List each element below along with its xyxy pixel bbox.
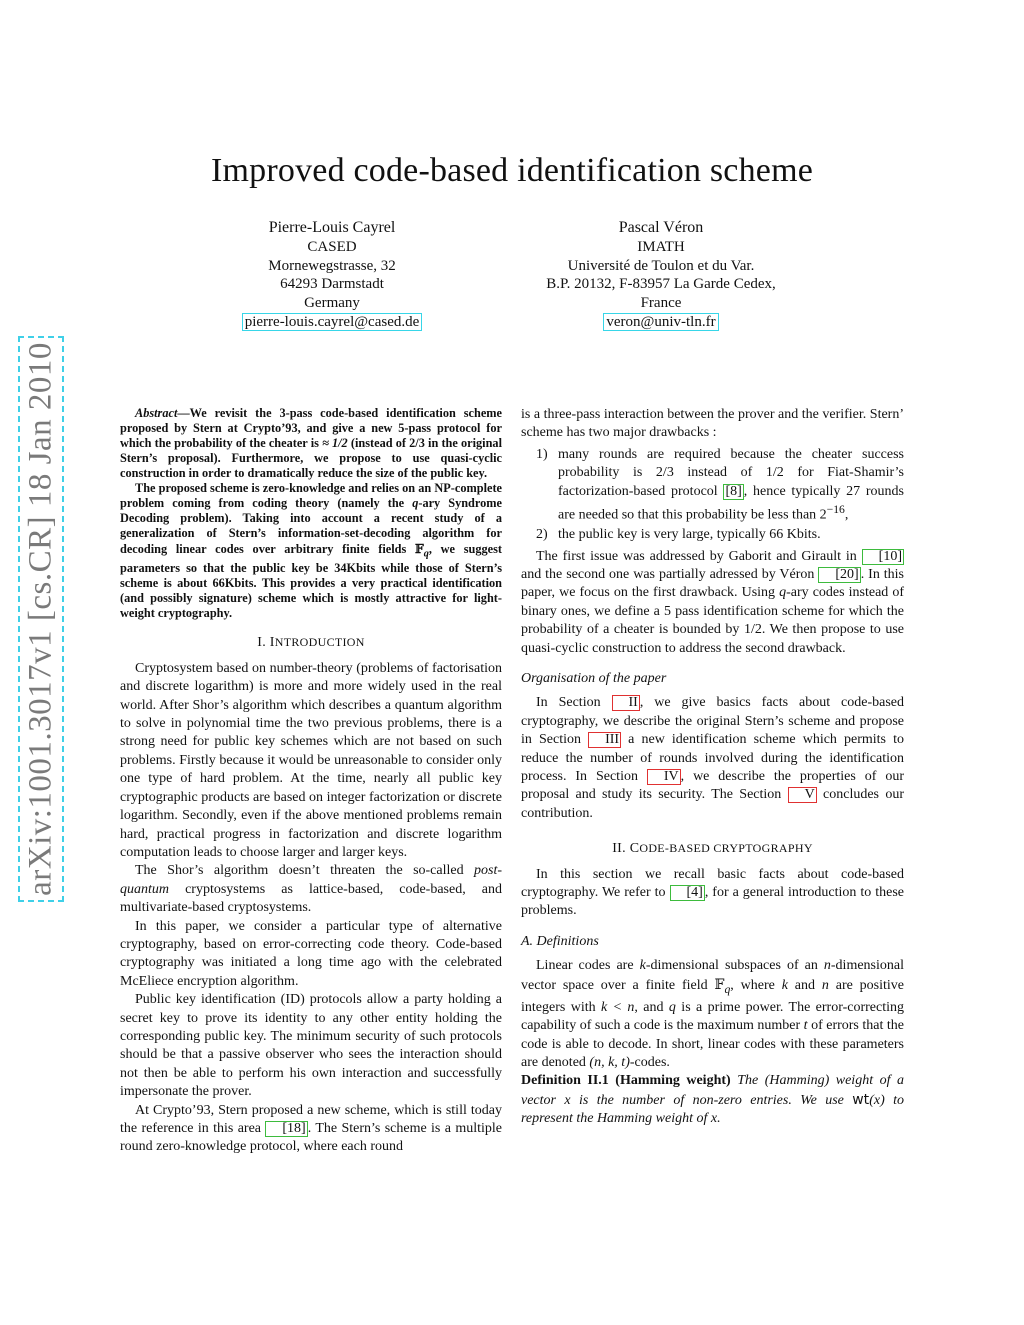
body-text: -codes. bbox=[629, 1055, 670, 1071]
body-text: In this section we recall basic facts about code-based cryptography. We refer to bbox=[521, 866, 904, 900]
math-inline: n bbox=[821, 977, 829, 993]
author-name: Pascal Véron bbox=[618, 219, 704, 236]
math-inline: k bbox=[639, 958, 646, 974]
author-email-link[interactable]: veron@univ-tln.fr bbox=[603, 313, 718, 331]
citation-link[interactable]: [20] bbox=[818, 567, 860, 583]
author-affiliation: IMATH bbox=[637, 239, 685, 255]
abstract-paragraph bbox=[120, 481, 502, 621]
math-inline: q bbox=[412, 496, 419, 510]
body-text: , for a general introduction to these problems. bbox=[521, 885, 904, 919]
definition-text: The (Hamming) weight of a vector bbox=[521, 1073, 904, 1108]
body-paragraph: Cryptosystem based on number-theory (problems of factorisation and discrete logarithm) is more and more widely used in the real world. After Shor’s algorithm which describes a quantum algorithm to solve in polynomial time the two previous problems, there is a strong need for public key schemes which are not based on such problems. Firstly because it would be unreasonable to consider only one type of hard problem. At the time, nearly all public key cryptographic products are based on integer factorization or discrete logarithm. Secondly, even if the above mentioned problems remain hard, practical progress in factorization and discrete logarithm computation leads to choose larger and larger keys. bbox=[120, 660, 502, 860]
arxiv-identifier: arXiv:1001.3017v1 [cs.CR] 18 Jan 2010 bbox=[22, 342, 59, 896]
right-column bbox=[521, 406, 904, 1129]
body-text: cryptosystems as lattice-based, code-based, and multivariate-based cryptosystems. bbox=[120, 881, 502, 916]
author-block-cayrel bbox=[226, 218, 438, 332]
body-text: -dimensional subspaces of an bbox=[645, 958, 824, 974]
body-paragraph: is a three-pass interaction between the prover and the verifier. Stern’ scheme has two major drawbacks : bbox=[521, 407, 904, 441]
body-text: concludes our contribution. bbox=[521, 787, 904, 821]
math-inline: x bbox=[564, 1092, 571, 1108]
definition-hamming-weight bbox=[521, 1072, 904, 1128]
section-ref-link[interactable]: V bbox=[788, 787, 817, 803]
abstract-text: , we suggest parameters so that the public key be 34Kbits while those of Stern’s scheme is about 66Kbits. This provides a very practical identification (and possibly signature) scheme which is mostly attractive for light-weight cryptography. bbox=[120, 542, 503, 621]
body-paragraph bbox=[120, 862, 502, 917]
list-text: , bbox=[844, 507, 849, 523]
author-address-line: Université de Toulon et du Var. bbox=[567, 257, 755, 274]
list-text: many rounds are required because the cheater success probability is 2/3 instead of 1/2 for Fiat-Shamir’s factorization-based protocol bbox=[558, 446, 904, 499]
list-text: the public key is very large, typically 66 Kbits. bbox=[558, 527, 821, 543]
body-text: In Section bbox=[536, 695, 612, 711]
definition-text: is the number of non-zero entries. We use bbox=[570, 1092, 853, 1108]
body-paragraph bbox=[120, 1102, 502, 1157]
math-subscript: q bbox=[724, 982, 731, 996]
math-inline: k bbox=[781, 977, 788, 993]
math-inline: (n, k, t) bbox=[589, 1055, 630, 1071]
section-title: NTRODUCTION bbox=[274, 635, 365, 650]
body-paragraph: Public key identification (ID) protocols allow a party holding a secret key to prove its identity to any other entity holding the corresponding public key. The minimum security of such protocols should be that a passive observer who sees the interaction should not then be able to perform his own interaction and successfully impersonate the prover. bbox=[120, 992, 502, 1100]
body-text: and bbox=[787, 977, 822, 993]
math-inline: t bbox=[803, 1018, 808, 1034]
body-paragraph bbox=[521, 548, 904, 658]
body-text: , where bbox=[730, 977, 782, 993]
math-inline: x bbox=[710, 1111, 718, 1127]
abstract-paragraph bbox=[120, 406, 502, 481]
author-affiliation: CASED bbox=[307, 239, 357, 255]
list-item bbox=[521, 446, 904, 525]
emphasis-text: post-quantum bbox=[120, 863, 502, 897]
body-paragraph bbox=[521, 866, 904, 921]
author-country: France bbox=[640, 294, 682, 311]
math-inline: n bbox=[823, 958, 831, 974]
author-address-line: Mornewegstrasse, 32 bbox=[268, 257, 396, 274]
definition-text: to represent the Hamming weight of bbox=[521, 1092, 905, 1127]
abstract-text: —We revisit the 3-pass code-based identification scheme proposed by Stern at Crypto’93, and give a new 5-pass protocol for which the probability of the cheater is bbox=[120, 406, 502, 450]
math-inline: 2 bbox=[819, 507, 827, 523]
section-ref-link[interactable]: II bbox=[612, 695, 640, 711]
author-country: Germany bbox=[304, 294, 360, 311]
abstract-text: -ary Syndrome Decoding problem). Taking into account a recent study of a generalization of Stern’s information-set-decoding algorithm for decoding linear codes over arbitrary finite fields bbox=[120, 496, 502, 556]
abstract-label: Abstract bbox=[135, 406, 178, 420]
definition-text: . bbox=[717, 1111, 721, 1127]
drawbacks-list bbox=[521, 446, 904, 545]
body-text: At Crypto’93, Stern proposed a new scheme, which is still today the reference in this area bbox=[120, 1102, 502, 1137]
body-text: Linear codes are bbox=[536, 958, 640, 974]
section-ref-link[interactable]: III bbox=[588, 732, 621, 748]
left-column bbox=[120, 406, 502, 1157]
body-text: a new identification scheme which permits to reduce the number of rounds involved during the identification process. In Section bbox=[521, 732, 904, 784]
section-number: II. C bbox=[612, 841, 640, 857]
citation-link[interactable]: [4] bbox=[670, 885, 705, 901]
section-number: I. I bbox=[257, 635, 275, 651]
arxiv-stamp-link[interactable] bbox=[18, 336, 64, 902]
list-number: 1) bbox=[536, 446, 548, 462]
math-function-name: wt bbox=[852, 1091, 870, 1108]
math-field-symbol: 𝔽 bbox=[714, 976, 725, 993]
body-text: . In this paper, we focus on the first drawback. Using bbox=[521, 566, 905, 601]
math-superscript: −16 bbox=[826, 503, 845, 517]
list-number: 2) bbox=[536, 527, 548, 543]
math-inline: ≈ 1/2 bbox=[322, 436, 348, 450]
citation-link[interactable]: [10] bbox=[862, 549, 904, 565]
math-inline: q bbox=[668, 999, 676, 1015]
body-text: -ary codes instead of binary ones, we define a 5 pass identification scheme for which the probability of a cheater is bounded by 1/2. We then propose to use quasi-cyclic construction to address the second drawback. bbox=[521, 585, 904, 656]
citation-link[interactable]: [8] bbox=[725, 483, 742, 499]
author-email-link[interactable]: pierre-louis.cayrel@cased.de bbox=[242, 313, 423, 331]
body-text: , and bbox=[634, 999, 669, 1015]
author-block-veron bbox=[520, 218, 802, 332]
subheading-organisation: Organisation of the paper bbox=[521, 670, 667, 686]
subheading-definitions: A. Definitions bbox=[521, 933, 599, 949]
body-text: are positive integers with bbox=[521, 977, 905, 1015]
author-address-line: 64293 Darmstadt bbox=[280, 276, 384, 292]
section-title: ODE-BASED CRYPTOGRAPHY bbox=[639, 841, 813, 856]
abstract bbox=[120, 406, 502, 621]
author-address-line: B.P. 20132, F-83957 La Garde Cedex, bbox=[546, 276, 776, 292]
abstract-text: The proposed scheme is zero-knowledge and relies on an NP-complete problem coming from coding theory (namely the bbox=[120, 481, 502, 510]
body-paragraph bbox=[521, 957, 904, 1072]
body-text: , we describe the properties of our proposal and study its security. The Section bbox=[521, 768, 904, 803]
citation-link[interactable]: [18] bbox=[265, 1121, 307, 1137]
math-field-symbol: 𝔽 bbox=[415, 541, 424, 556]
math-inline: q bbox=[779, 585, 787, 601]
abstract-text: (instead of 2/3 in the original Stern’s proposal). Furthermore, we propose to use quasi-cyclic construction in order to dramatically reduce the size of the public key. bbox=[120, 436, 502, 480]
section-ref-link[interactable]: IV bbox=[647, 769, 681, 785]
math-inline: (x) bbox=[869, 1092, 885, 1108]
body-text: The first issue was addressed by Gaborit and Girault in bbox=[536, 548, 862, 564]
body-text: and the second one was partially adressed by Véron bbox=[521, 566, 819, 582]
body-paragraph: In this paper, we consider a particular type of alternative cryptography, based on error-correcting code theory. Code-based cryptography was initiated a long time ago with the celebrated McEliece encryption algorithm. bbox=[120, 918, 502, 989]
math-inline: k < n bbox=[600, 999, 635, 1015]
body-text: is a prime power. The error-correcting capability of such a code is the maximum number bbox=[521, 999, 904, 1034]
body-text: . The Stern’s scheme is a multiple round zero-knowledge protocol, where each round bbox=[120, 1121, 502, 1155]
body-paragraph bbox=[521, 694, 904, 823]
body-text: The Shor’s algorithm doesn’t threaten the so-called bbox=[135, 863, 474, 879]
math-subscript: q bbox=[423, 548, 429, 560]
body-text: , we give basics facts about code-based cryptography, we describe the original Stern’s scheme and propose in Section bbox=[521, 695, 904, 748]
body-text: of errors that the code is able to decode. In short, linear codes with these parameters are denoted bbox=[521, 1018, 904, 1071]
list-item bbox=[521, 526, 904, 544]
section-heading-code-based-cryptography bbox=[521, 839, 904, 858]
paper-title: Improved code-based identification scheme bbox=[210, 152, 814, 189]
author-name: Pierre-Louis Cayrel bbox=[268, 219, 396, 236]
body-text: -dimensional vector space over a finite field bbox=[521, 958, 904, 993]
definition-label: Definition II.1 (Hamming weight) bbox=[521, 1073, 731, 1089]
list-text: , hence typically 27 rounds are needed so that this probability be less than bbox=[558, 483, 904, 523]
section-heading-introduction bbox=[120, 633, 502, 652]
